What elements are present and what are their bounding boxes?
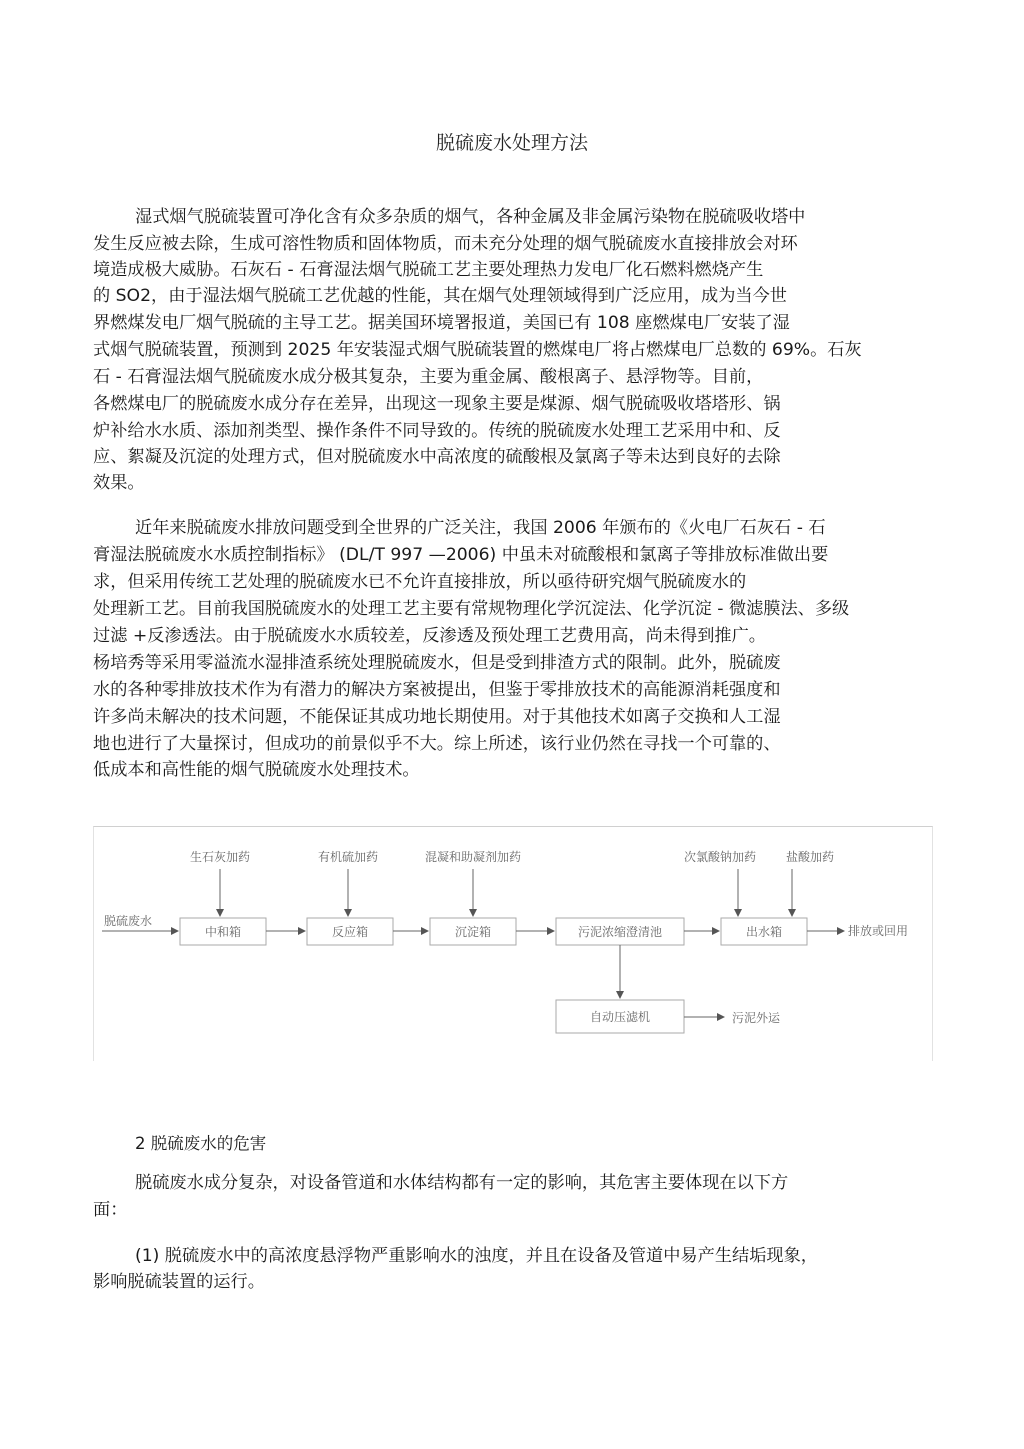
para2-line: 水的各种零排放技术作为有潜力的解决方案被提出，但鉴于零排放技术的高能源消耗强度和 — [93, 680, 781, 700]
para1-line: 界燃煤发电厂烟气脱硫的主导工艺。据美国环境署报道，美国已有 108 座燃煤电厂安装了湿 — [93, 313, 790, 333]
section2-intro-line: 脱硫废水成分复杂，对设备管道和水体结构都有一定的影响，其危害主要体现在以下方 — [135, 1173, 789, 1193]
input-label: 脱硫废水 — [104, 914, 153, 928]
para1-line: 发生反应被去除，生成可溶性物质和固体物质，而未充分处理的烟气脱硫废水直接排放会对环 — [93, 234, 798, 254]
box-label: 出水箱 — [745, 925, 783, 939]
section-heading: 2 脱硫废水的危害 — [135, 1134, 267, 1153]
para1-line: 效果。 — [93, 473, 145, 493]
para1-line: 湿式烟气脱硫装置可净化含有众多杂质的烟气，各种金属及非金属污染物在脱硫吸收塔中 — [135, 207, 806, 227]
para2-line: 处理新工艺。目前我国脱硫废水的处理工艺主要有常规物理化学沉淀法、化学沉淀 - 微滤膜法、多级 — [93, 599, 850, 619]
para2-line: 低成本和高性能的烟气脱硫废水处理技术。 — [93, 760, 420, 780]
para2-line: 求，但采用传统工艺处理的脱硫废水已不允许直接排放，所以亟待研究烟气脱硫废水的 — [93, 572, 747, 592]
section2-intro-line: 面： — [93, 1200, 128, 1220]
section2-item-line: (1) 脱硫废水中的高浓度悬浮物严重影响水的浊度，并且在设备及管道中易产生结垢现象， — [135, 1246, 818, 1266]
dosing-label: 生石灰加药 — [189, 850, 251, 864]
box-label: 中和箱 — [204, 925, 242, 939]
para1-line: 的 SO2，由于湿法烟气脱硫工艺优越的性能，其在烟气处理领域得到广泛应用，成为当今世 — [93, 286, 787, 306]
para2-line: 杨培秀等采用零溢流水湿排渣系统处理脱硫废水，但是受到排渣方式的限制。此外，脱硫废 — [93, 653, 781, 673]
para2-line: 地也进行了大量探讨，但成功的前景似乎不大。综上所述，该行业仍然在寻找一个可靠的、 — [93, 734, 781, 754]
box-label: 污泥浓缩澄清池 — [577, 925, 663, 939]
dosing-label: 混凝和助凝剂加药 — [424, 850, 522, 864]
para2-line: 近年来脱硫废水排放问题受到全世界的广泛关注，我国 2006 年颁布的《火电厂石灰石 - 石 — [135, 518, 826, 538]
section2-item-line: 影响脱硫装置的运行。 — [93, 1272, 265, 1292]
para1-line: 各燃煤电厂的脱硫废水成分存在差异，出现这一现象主要是煤源、烟气脱硫吸收塔塔形、锅 — [93, 394, 781, 414]
sludge-out-label: 污泥外运 — [732, 1011, 781, 1025]
box-label: 沉淀箱 — [454, 925, 492, 939]
dosing-label: 盐酸加药 — [785, 850, 835, 864]
para2-line: 膏湿法脱硫废水水质控制指标》 (DL/T 997 —2006) 中虽未对硫酸根和氯离子等排放标准做出要 — [93, 545, 829, 565]
box-label: 反应箱 — [331, 925, 369, 939]
para1-line: 式烟气脱硫装置，预测到 2025 年安装湿式烟气脱硫装置的燃煤电厂将占燃煤电厂总数的 69%。石灰 — [93, 340, 862, 360]
para1-line: 境造成极大威胁。石灰石 - 石膏湿法烟气脱硫工艺主要处理热力发电厂化石燃料燃烧产生 — [93, 260, 764, 280]
box-label: 自动压滤机 — [589, 1010, 651, 1024]
process-flow-diagram — [93, 826, 933, 1061]
para1-line: 石 - 石膏湿法烟气脱硫废水成分极其复杂，主要为重金属、酸根离子、悬浮物等。目前， — [93, 367, 764, 387]
dosing-label: 次氯酸钠加药 — [683, 850, 757, 864]
para2-line: 许多尚未解决的技术问题，不能保证其成功地长期使用。对于其他技术如离子交换和人工湿 — [93, 707, 781, 727]
output-label: 排放或回用 — [848, 924, 909, 938]
para1-line: 炉补给水水质、添加剂类型、操作条件不同导致的。传统的脱硫废水处理工艺采用中和、反 — [93, 421, 781, 441]
flow-svg — [94, 827, 932, 1061]
dosing-label: 有机硫加药 — [317, 850, 379, 864]
para1-line: 应、絮凝及沉淀的处理方式，但对脱硫废水中高浓度的硫酸根及氯离子等未达到良好的去除 — [93, 447, 781, 467]
document-title: 脱硫废水处理方法 — [435, 132, 588, 154]
para2-line: 过滤 +反渗透法。由于脱硫废水水质较差，反渗透及预处理工艺费用高，尚未得到推广。 — [93, 626, 766, 646]
